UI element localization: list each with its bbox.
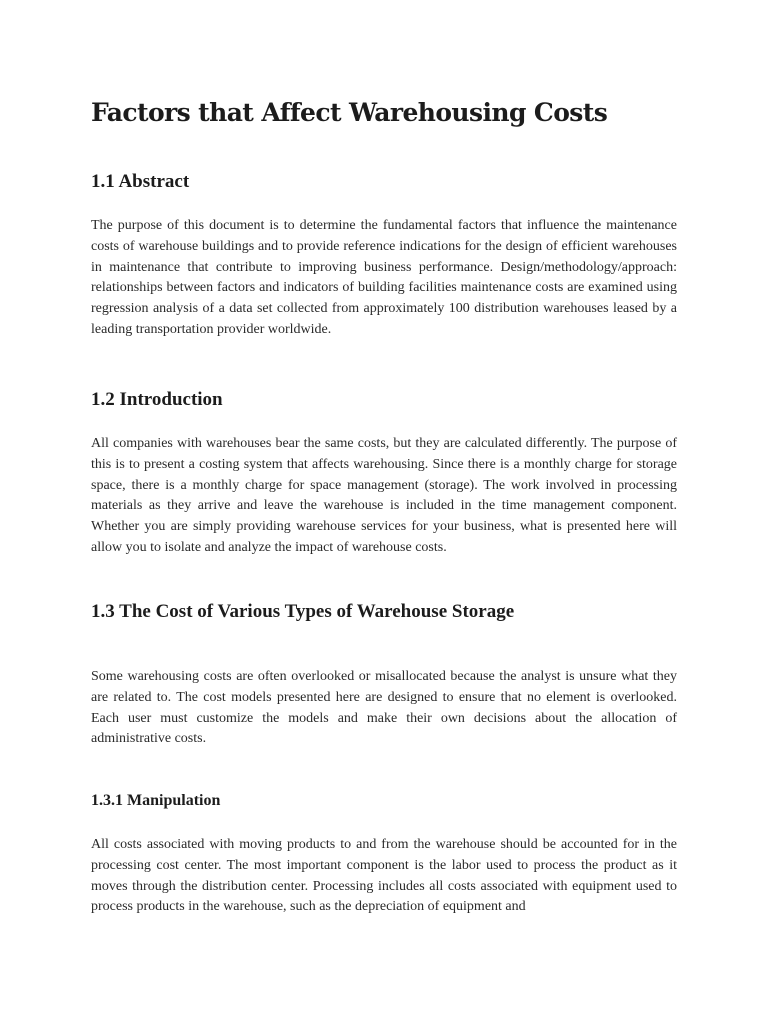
section-body-storage-cost: Some warehousing costs are often overlooked or misallocated because the analyst is unsure what they are related to. The cost models presented here are designed to ensure that no element is overlooked. Each user must customize the models and make their own decisions about the allocation of administrative costs. <box>91 669 677 747</box>
section-body-introduction: All companies with warehouses bear the same costs, but they are calculated differently. The purpose of this is to present a costing system that affects warehousing. Since there is a monthly charge for storage space, there is a monthly charge for space management (storage). The work involved in processing materials as they arrive and leave the warehouse is included in the time management component. Whether you are simply providing warehouse services for your business, what is presented here will allow you to isolate and analyze the impact of warehouse costs. <box>91 436 677 555</box>
section-body-abstract: The purpose of this document is to determine the fundamental factors that influence the maintenance costs of warehouse buildings and to provide reference indications for the design of efficient warehouses in maintenance that contribute to improving business performance. Design/methodology/approach: relationships between factors and indicators of building facilities maintenance costs are examined using regression analysis of a data set collected from approximately 100 distribution warehouses leased by a leading transportation provider worldwide. <box>91 218 677 337</box>
section-heading-introduction: 1.2 Introduction <box>91 389 223 410</box>
section-heading-storage-cost: 1.3 The Cost of Various Types of Warehouse Storage <box>91 601 515 622</box>
subsection-heading-manipulation: 1.3.1 Manipulation <box>91 792 221 809</box>
document-title: Factors that Affect Warehousing Costs <box>91 98 608 127</box>
subsection-body-manipulation: All costs associated with moving products to and from the warehouse should be accounted for in the processing cost center. The most important component is the labor used to process the product as it moves through the distribution center. Processing includes all costs associated with equipment used to process products in the warehouse, such as the depreciation of equipment and <box>91 837 677 915</box>
section-heading-abstract: 1.1 Abstract <box>91 171 190 192</box>
